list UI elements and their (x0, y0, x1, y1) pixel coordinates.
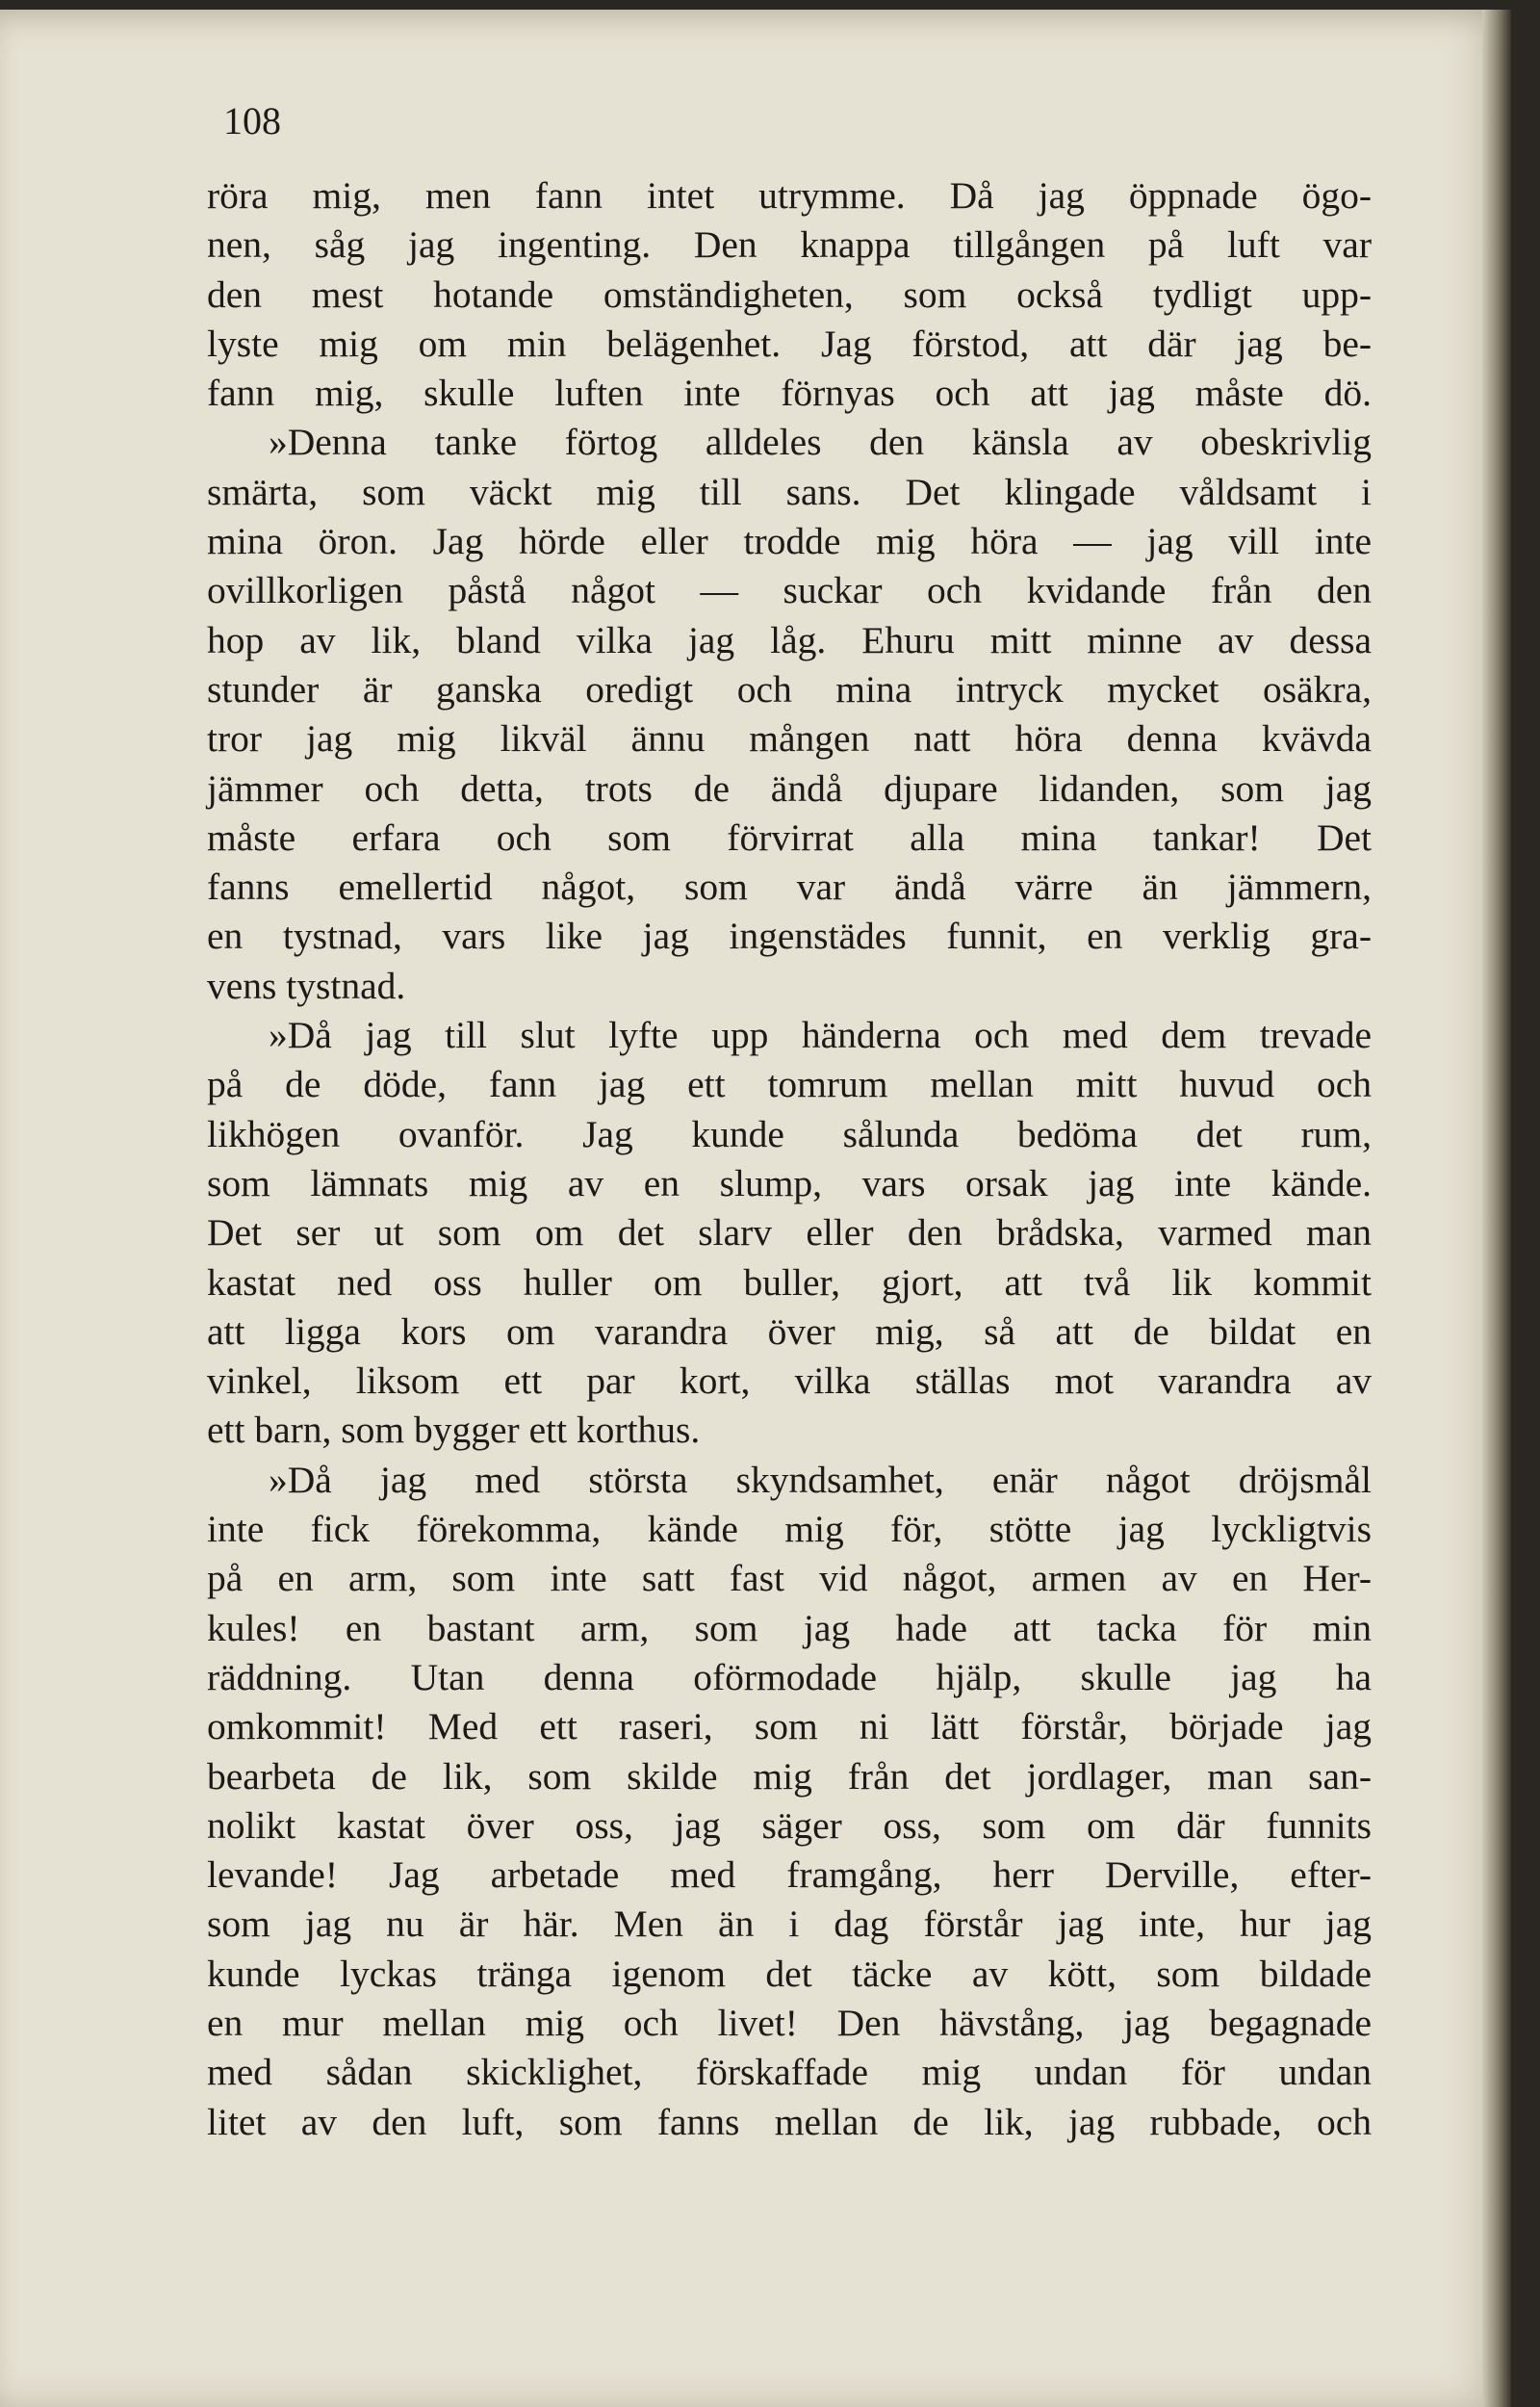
body-text (207, 171, 1372, 2147)
text-line: nen, såg jag ingenting. Den knappa tillgången på luft var (207, 223, 1372, 267)
text-line: röra mig, men fann intet utrymme. Då jag öppnade ögo- (207, 174, 1372, 217)
text-line: att ligga kors om varandra över mig, så att de bildat en (207, 1309, 1372, 1353)
text-line: tror jag mig likväl ännu mången natt höra denna kvävda (207, 717, 1372, 761)
text-line: nolikt kastat över oss, jag säger oss, som om där funnits (207, 1803, 1372, 1847)
text-line: »Denna tanke förtog alldeles den känsla av obeskrivlig (269, 421, 1372, 464)
text-line: likhögen ovanför. Jag kunde sålunda bedöma det rum, (207, 1112, 1372, 1155)
page-number: 108 (223, 99, 281, 142)
text-line: ett barn, som bygger ett korthus. (207, 1409, 701, 1452)
text-line: den mest hotande omständigheten, som också tydligt upp- (207, 272, 1372, 316)
text-line: mina öron. Jag hörde eller trodde mig höra — jag vill inte (207, 520, 1372, 563)
text-line: vinkel, liksom ett par kort, vilka ställas mot varandra av (207, 1359, 1372, 1403)
text-line: måste erfara och som förvirrat alla mina tankar! Det (207, 815, 1372, 859)
page-edge (1482, 10, 1511, 2407)
text-line: vens tystnad. (207, 964, 406, 1007)
text-line: lyste mig om min belägenhet. Jag förstod, att där jag be- (207, 322, 1372, 365)
text-line: som jag nu är här. Men än i dag förstår jag inte, hur jag (207, 1902, 1372, 1946)
text-line: Det ser ut som om det slarv eller den brådska, varmed man (207, 1211, 1372, 1255)
text-line: levande! Jag arbetade med framgång, herr Derville, efter- (207, 1853, 1372, 1897)
text-line: kastat ned oss huller om buller, gjort, att två lik kommit (207, 1260, 1372, 1304)
text-line: fanns emellertid något, som var ändå värre än jämmern, (207, 866, 1372, 909)
text-line: hop av lik, bland vilka jag låg. Ehuru mitt minne av dessa (207, 618, 1372, 661)
text-line: en tystnad, vars like jag ingenstädes funnit, en verklig gra- (207, 915, 1372, 958)
text-line: litet av den luft, som fanns mellan de lik, jag rubbade, och (207, 2100, 1372, 2143)
text-line: inte fick förekomma, kände mig för, stötte jag lyckligtvis (207, 1508, 1372, 1551)
text-line: fann mig, skulle luften inte förnyas och att jag måste dö. (207, 372, 1372, 415)
text-line: räddning. Utan denna oförmodade hjälp, skulle jag ha (207, 1655, 1372, 1698)
text-line: »Då jag med största skyndsamhet, enär något dröjsmål (269, 1458, 1372, 1501)
text-line: jämmer och detta, trots de ändå djupare lidanden, som jag (207, 766, 1372, 810)
text-line: stunder är ganska oredigt och mina intryck mycket osäkra, (207, 667, 1372, 711)
text-line: bearbeta de lik, som skilde mig från det jordlager, man san- (207, 1754, 1372, 1798)
text-line: omkommit! Med ett raseri, som ni lätt förstår, började jag (207, 1705, 1372, 1748)
text-line: ovillkorligen påstå något — suckar och kvidande från den (207, 569, 1372, 612)
text-line: på en arm, som inte satt fast vid något, armen av en Her- (207, 1557, 1372, 1600)
text-line: på de döde, fann jag ett tomrum mellan mitt huvud och (207, 1063, 1372, 1106)
text-line: smärta, som väckt mig till sans. Det klingade våldsamt i (207, 470, 1372, 513)
text-line: »Då jag till slut lyfte upp händerna och med dem trevade (269, 1014, 1372, 1057)
text-line: en mur mellan mig och livet! Den hävstång, jag begagnade (207, 2001, 1372, 2044)
text-line: kunde lyckas tränga igenom det täcke av kött, som bildade (207, 1952, 1372, 1995)
book-page (0, 10, 1511, 2407)
text-line: kules! en bastant arm, som jag hade att tacka för min (207, 1606, 1372, 1649)
text-line: med sådan skicklighet, förskaffade mig undan för undan (207, 2051, 1372, 2094)
text-line: som lämnats mig av en slump, vars orsak jag inte kände. (207, 1161, 1372, 1204)
